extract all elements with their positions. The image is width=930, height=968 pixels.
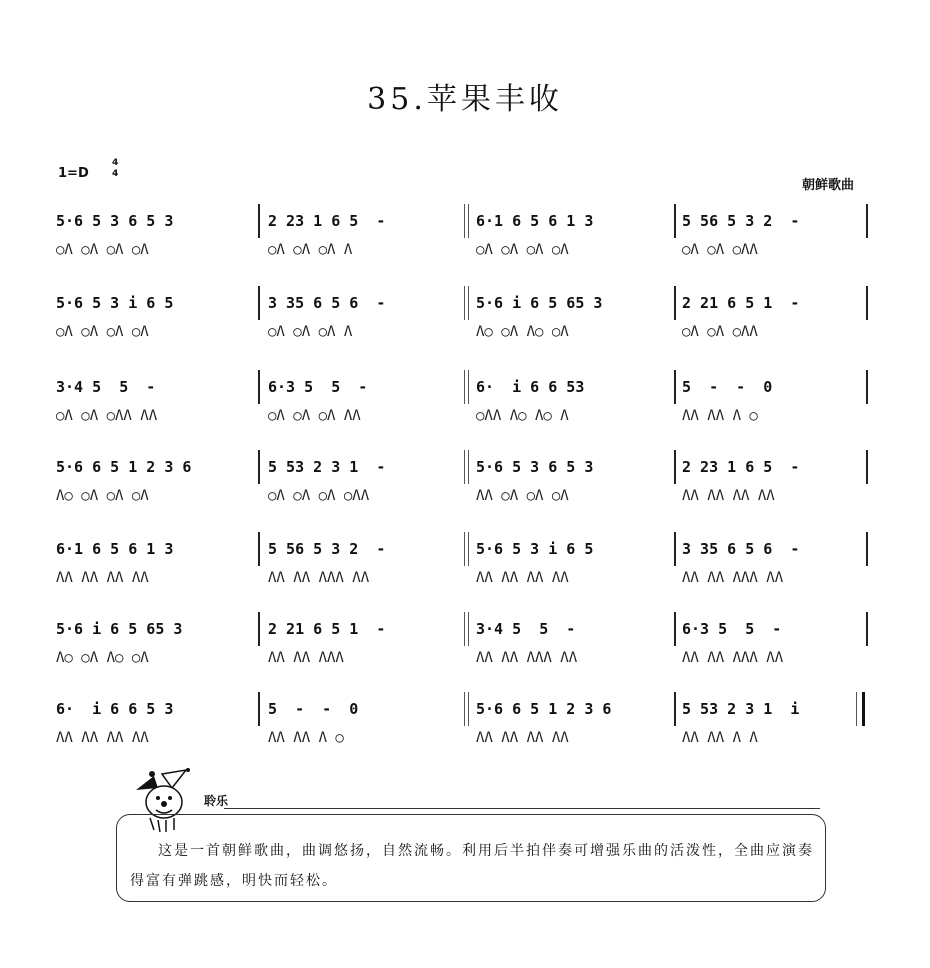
stroke-marks: ΛΛ ΛΛ ΛΛ ΛΛ — [682, 488, 775, 504]
measure-notes: 5·6 5 3 i 6 5 — [56, 294, 174, 312]
stroke-marks: ○Λ ○Λ ○ΛΛ — [682, 324, 758, 340]
stroke-marks: ○Λ ○Λ ○ΛΛ ΛΛ — [56, 408, 158, 424]
stroke-marks: ΛΛ ΛΛ Λ ○ — [268, 730, 344, 746]
final-bar-line — [862, 692, 865, 726]
header-rule — [224, 808, 820, 809]
measure-notes: 3·4 5 5 - — [476, 620, 576, 638]
bar-line — [866, 286, 868, 320]
bar-line — [258, 370, 260, 404]
bar-line — [468, 286, 469, 320]
stroke-marks: ΛΛ ΛΛ ΛΛΛ — [268, 650, 344, 666]
bar-line — [674, 612, 676, 646]
bar-line — [468, 692, 469, 726]
bar-line — [258, 204, 260, 238]
stroke-marks: ΛΛ ΛΛ ΛΛ ΛΛ — [56, 570, 149, 586]
bar-line — [866, 370, 868, 404]
page-title: 35.苹果丰收 — [367, 82, 563, 117]
stroke-marks: ○Λ ○Λ ○Λ ○ΛΛ — [268, 488, 370, 504]
bar-line — [866, 612, 868, 646]
bar-line — [468, 370, 469, 404]
stroke-marks: ΛΛ ΛΛ ΛΛ ΛΛ — [476, 570, 569, 586]
bar-line — [866, 204, 868, 238]
measure-notes: 5·6 5 3 i 6 5 — [476, 540, 594, 558]
key-signature: 1=D — [58, 166, 89, 181]
measure-notes: 2 23 1 6 5 - — [682, 458, 800, 476]
score-row — [50, 378, 870, 424]
bar-line — [258, 450, 260, 484]
measure-notes: 5·6 6 5 1 2 3 6 — [56, 458, 192, 476]
stroke-marks: ΛΛ ΛΛ ΛΛ ΛΛ — [476, 730, 569, 746]
measure-notes: 3 35 6 5 6 - — [682, 540, 800, 558]
bar-line — [856, 692, 857, 726]
time-signature-top: 4 — [112, 158, 119, 168]
stroke-marks: ΛΛ ΛΛ ΛΛΛ ΛΛ — [682, 650, 784, 666]
stroke-marks: ○Λ ○Λ ○Λ ΛΛ — [268, 408, 361, 424]
stroke-marks: ΛΛ ○Λ ○Λ ○Λ — [476, 488, 569, 504]
stroke-marks: Λ○ ○Λ Λ○ ○Λ — [56, 650, 149, 666]
bar-line — [464, 692, 465, 726]
measure-notes: 3 35 6 5 6 - — [268, 294, 386, 312]
note-text: 这是一首朝鲜歌曲，曲调悠扬，自然流畅。利用后半拍伴奏可增强乐曲的活泼性，全曲应演奏得富有弹跳感，明快而轻松。 — [130, 843, 814, 889]
stroke-marks: ΛΛ ΛΛ ΛΛΛ ΛΛ — [476, 650, 578, 666]
bar-line — [468, 450, 469, 484]
stroke-marks: ΛΛ ΛΛ ΛΛΛ ΛΛ — [268, 570, 370, 586]
stroke-marks: Λ○ ○Λ Λ○ ○Λ — [476, 324, 569, 340]
time-signature — [112, 158, 118, 180]
time-signature-bottom: 4 — [112, 169, 119, 179]
measure-notes: 6· i 6 6 5 3 — [56, 700, 174, 718]
bar-line — [464, 532, 465, 566]
stroke-marks: ○Λ ○Λ ○Λ ○Λ — [476, 242, 569, 258]
measure-notes: 2 21 6 5 1 - — [682, 294, 800, 312]
score-row — [50, 620, 870, 666]
bar-line — [468, 532, 469, 566]
stroke-marks: ○Λ ○Λ ○ΛΛ — [682, 242, 758, 258]
bar-line — [674, 204, 676, 238]
measure-notes: 5 - - 0 — [268, 700, 359, 718]
bar-line — [674, 450, 676, 484]
measure-notes: 6· i 6 6 53 — [476, 378, 585, 396]
bar-line — [866, 532, 868, 566]
bar-line — [866, 450, 868, 484]
measure-notes: 5 56 5 3 2 - — [682, 212, 800, 230]
measure-notes: 5·6 i 6 5 65 3 — [476, 294, 603, 312]
stroke-marks: ○ΛΛ Λ○ Λ○ Λ — [476, 408, 569, 424]
bar-line — [258, 612, 260, 646]
bar-line — [674, 286, 676, 320]
measure-notes: 5 56 5 3 2 - — [268, 540, 386, 558]
measure-notes: 2 23 1 6 5 - — [268, 212, 386, 230]
measure-notes: 3·4 5 5 - — [56, 378, 156, 396]
measure-notes: 5·6 i 6 5 65 3 — [56, 620, 183, 638]
bar-line — [674, 532, 676, 566]
measure-notes: 5 - - 0 — [682, 378, 773, 396]
stroke-marks: ○Λ ○Λ ○Λ ○Λ — [56, 324, 149, 340]
measure-notes: 6·1 6 5 6 1 3 — [476, 212, 594, 230]
bar-line — [464, 450, 465, 484]
stroke-marks: ○Λ ○Λ ○Λ Λ — [268, 324, 353, 340]
measure-notes: 5 53 2 3 1 i — [682, 700, 800, 718]
measure-notes: 5·6 5 3 6 5 3 — [56, 212, 174, 230]
listen-label: 聆乐 — [204, 794, 229, 808]
bar-line — [258, 532, 260, 566]
measure-notes: 5·6 5 3 6 5 3 — [476, 458, 594, 476]
bar-line — [258, 286, 260, 320]
bar-line — [674, 370, 676, 404]
stroke-marks: ΛΛ ΛΛ Λ Λ — [682, 730, 758, 746]
score-row — [50, 294, 870, 340]
bar-line — [258, 692, 260, 726]
bar-line — [464, 370, 465, 404]
measure-notes: 6·3 5 5 - — [682, 620, 782, 638]
stroke-marks: Λ○ ○Λ ○Λ ○Λ — [56, 488, 149, 504]
stroke-marks: ○Λ ○Λ ○Λ ○Λ — [56, 242, 149, 258]
bar-line — [464, 612, 465, 646]
bar-line — [674, 692, 676, 726]
bar-line — [468, 612, 469, 646]
measure-notes: 6·1 6 5 6 1 3 — [56, 540, 174, 558]
measure-notes: 5 53 2 3 1 - — [268, 458, 386, 476]
measure-notes: 2 21 6 5 1 - — [268, 620, 386, 638]
stroke-marks: ○Λ ○Λ ○Λ Λ — [268, 242, 353, 258]
score-row — [50, 212, 870, 258]
score-row — [50, 540, 870, 586]
stroke-marks: ΛΛ ΛΛ ΛΛ ΛΛ — [56, 730, 149, 746]
measure-notes: 6·3 5 5 - — [268, 378, 368, 396]
measure-notes: 5·6 6 5 1 2 3 6 — [476, 700, 612, 718]
genre-label: 朝鲜歌曲 — [801, 178, 854, 193]
score-row — [50, 458, 870, 504]
bar-line — [464, 204, 465, 238]
stroke-marks: ΛΛ ΛΛ Λ ○ — [682, 408, 758, 424]
bar-line — [468, 204, 469, 238]
score-row — [50, 700, 870, 746]
bar-line — [464, 286, 465, 320]
stroke-marks: ΛΛ ΛΛ ΛΛΛ ΛΛ — [682, 570, 784, 586]
